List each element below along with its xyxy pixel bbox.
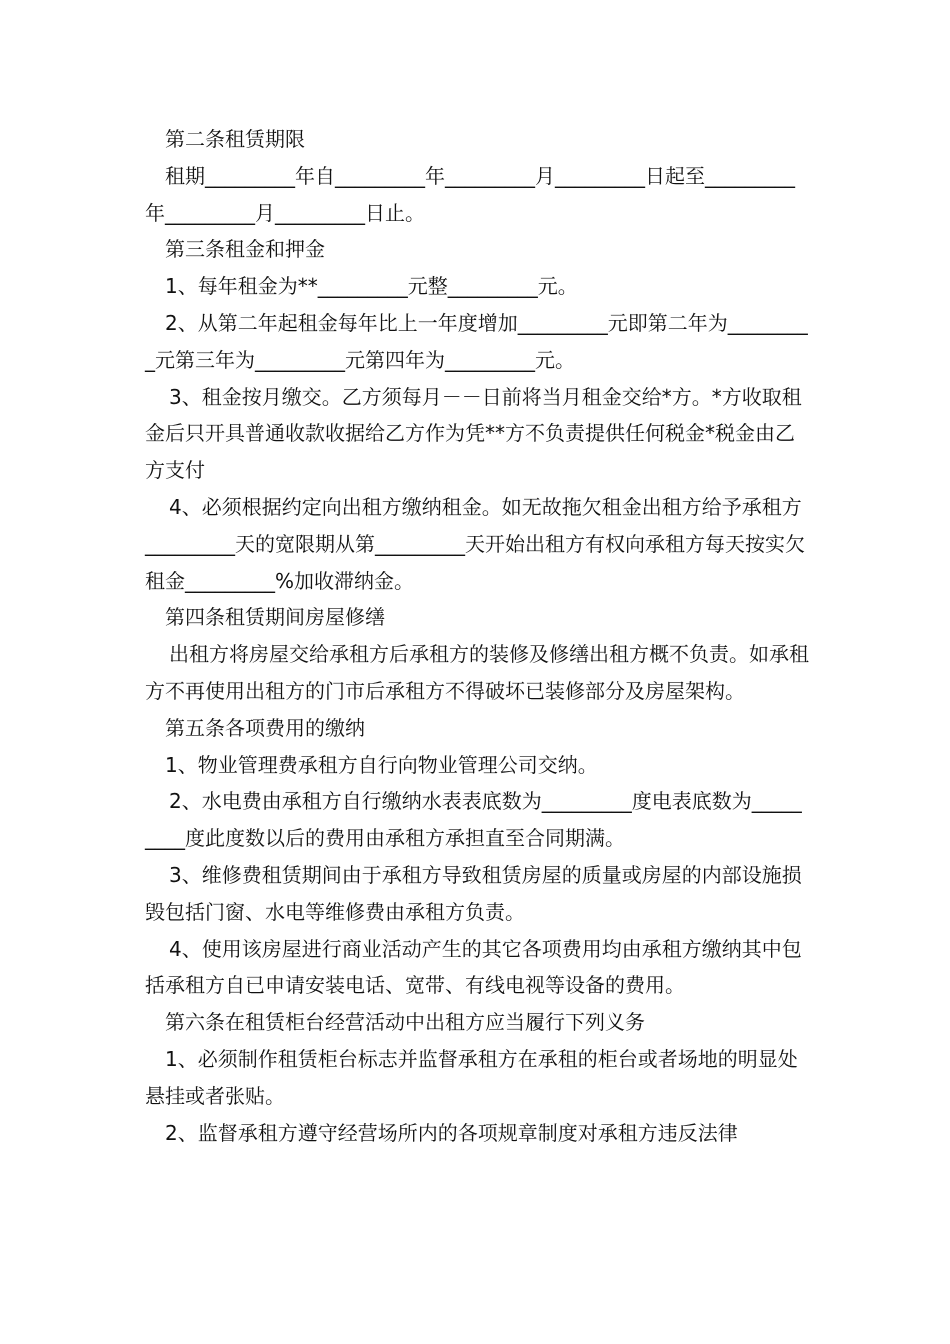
section-heading-fees: 第五条各项费用的缴纳 — [165, 715, 365, 740]
rent-clause-4: 4、必须根据约定向出租方缴纳租金。如无故拖欠租金出租方给予承租方_________天的宽限期从第_________天开始出租方有权向承租方每天按实欠租金_________%加收滞纳金。 — [145, 494, 805, 593]
rent-clause-1: 1、每年租金为**_________元整_________元。 — [165, 274, 578, 299]
section-heading-rent-deposit: 第三条租金和押金 — [165, 237, 325, 262]
fees-clause-4: 4、使用该房屋进行商业活动产生的其它各项费用均由承租方缴纳其中包括承租方自已申请安装电话、宽带、有线电视等设备的费用。 — [145, 936, 802, 998]
fees-clause-1: 1、物业管理费承租方自行向物业管理公司交纳。 — [165, 752, 598, 777]
rent-clause-3: 3、租金按月缴交。乙方须每月－－日前将当月租金交给*方。*方收取租金后只开具普通收款收据给乙方作为凭**方不负责提供任何税金*税金由乙方支付 — [145, 384, 802, 483]
document-body — [145, 121, 809, 1151]
fees-clause-3: 3、维修费租赁期间由于承租方导致租赁房屋的质量或房屋的内部设施损毁包括门窗、水电等维修费由承租方负责。 — [145, 862, 802, 924]
obligations-clause-2: 2、监督承租方遵守经营场所内的各项规章制度对承租方违反法律 — [165, 1120, 738, 1145]
rent-clause-2: 2、从第二年起租金每年比上一年度增加_________元即第二年为_________元第三年为_________元第四年为_________元。 — [145, 310, 808, 372]
section-heading-obligations: 第六条在租赁柜台经营活动中出租方应当履行下列义务 — [165, 1010, 645, 1035]
fees-clause-2: 2、水电费由承租方自行缴纳水表表底数为_________度电表底数为_________度此度数以后的费用由承租方承担直至合同期满。 — [145, 789, 802, 851]
lease-term-clause: 租期_________年自_________年_________月_________日起至_________年_________月_________日止。 — [145, 163, 795, 225]
obligations-clause-1: 1、必须制作租赁柜台标志并监督承租方在承租的柜台或者场地的明显处悬挂或者张贴。 — [145, 1046, 798, 1108]
section-heading-repairs: 第四条租赁期间房屋修缮 — [165, 605, 385, 630]
section-heading-term: 第二条租赁期限 — [165, 127, 305, 151]
repairs-clause: 出租方将房屋交给承租方后承租方的装修及修缮出租方概不负责。如承租方不再使用出租方的门市后承租方不得破坏已装修部分及房屋架构。 — [145, 642, 809, 703]
